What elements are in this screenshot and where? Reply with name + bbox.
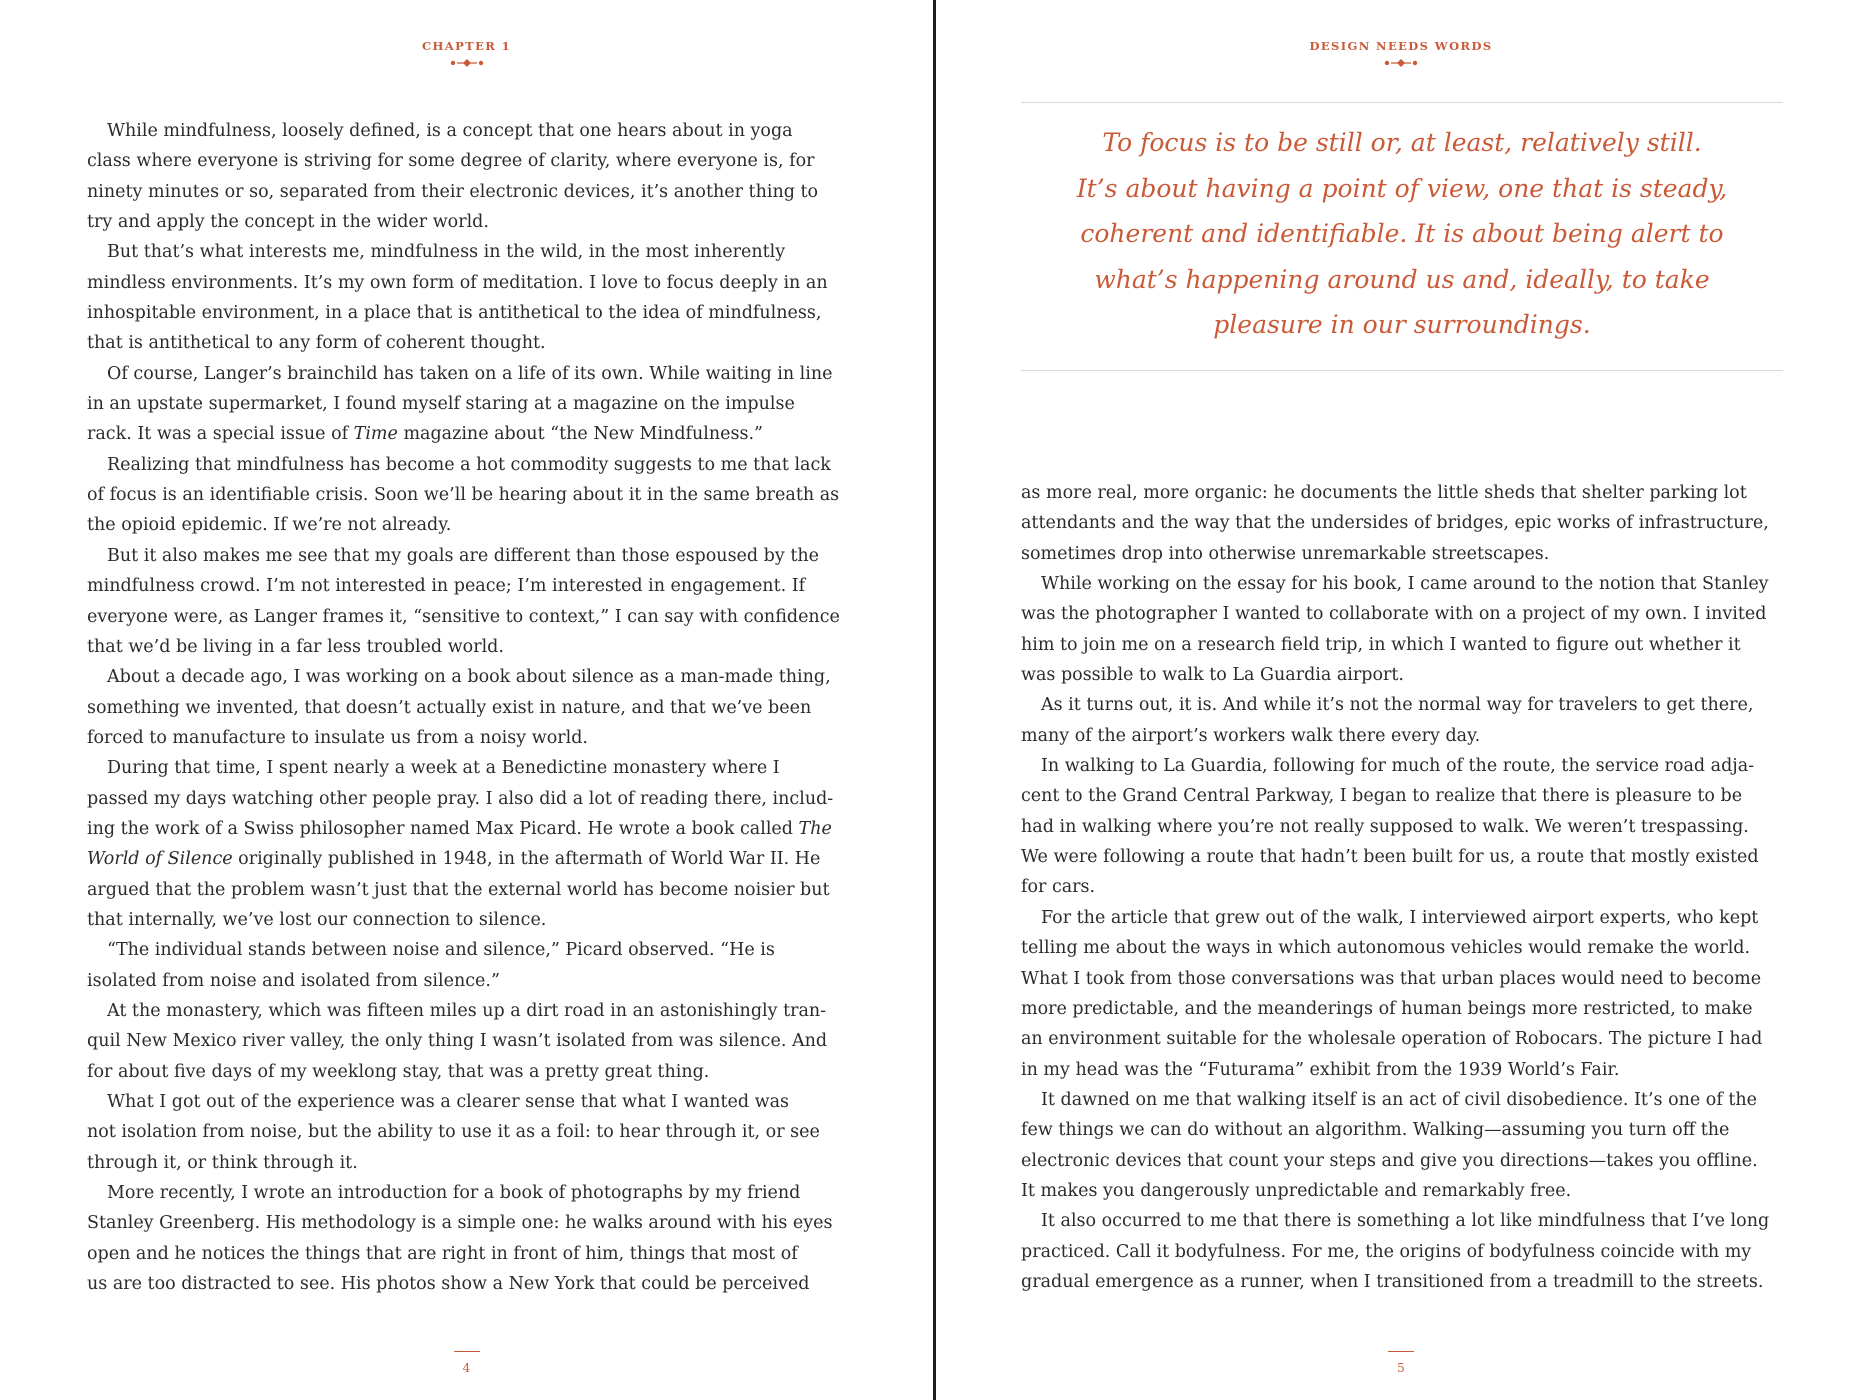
text-line: an environment suitable for the wholesale operation of Robocars. The picture I had [1021, 1029, 1763, 1050]
text-line: About a decade ago, I was working on a book about silence as a man-made thing, [107, 667, 831, 688]
text-line: many of the airport’s workers walk there every day. [1021, 725, 1481, 746]
page-number-label: 4 [462, 1361, 471, 1375]
pull-quote-line: pleasure in our surroundings. [1213, 310, 1591, 339]
text-line: that we’d be living in a far less troubled world. [87, 636, 504, 657]
text-line: something we invented, that doesn’t actually exist in nature, and that we’ve been [87, 697, 812, 718]
text-line: rack. It was a special issue of Time magazine about “the New Mindfulness.” [87, 424, 763, 445]
page-number-label: 5 [1397, 1361, 1405, 1375]
text-line: What I got out of the experience was a clearer sense that what I wanted was [107, 1092, 790, 1112]
text-line: passed my days watching other people pray. I also did a lot of reading there, includ- [87, 788, 834, 809]
text-line: that internally, we’ve lost our connection to silence. [87, 909, 547, 930]
paragraph [1021, 1085, 1783, 1206]
text-line: It dawned on me that walking itself is an act of civil disobedience. It’s one of the [1041, 1089, 1758, 1110]
folio-rule [1388, 1351, 1414, 1352]
paragraph [1021, 569, 1783, 690]
pull-quote [1021, 102, 1783, 371]
text-line: mindless environments. It’s my own form of meditation. I love to focus deeply in an [87, 272, 828, 293]
text-line: that is antithetical to any form of coherent thought. [87, 333, 546, 354]
running-head: DESIGN NEEDS WORDS [1309, 39, 1493, 53]
text-line: quil New Mexico river valley, the only thing I wasn’t isolated from was silence. And [87, 1031, 828, 1052]
paragraph [1021, 690, 1783, 751]
text-line: was possible to walk to La Guardia airport. [1021, 665, 1404, 686]
pull-quote-line: coherent and identifiable. It is about being alert to [1080, 219, 1724, 248]
text-line: not isolation from noise, but the ability to use it as a foil: to hear through it, or see [87, 1122, 820, 1143]
paragraph [87, 450, 847, 541]
text-line: While working on the essay for his book, I came around to the notion that Stanley [1041, 574, 1769, 595]
text-line: for about five days of my weeklong stay, that was a pretty great thing. [87, 1061, 710, 1082]
text-line: gradual emergence as a runner, when I transitioned from a treadmill to the streets. [1021, 1271, 1764, 1292]
text-line: in my head was the “Futurama” exhibit from the 1939 World’s Fair. [1021, 1059, 1620, 1080]
text-line: open and he notices the things that are right in front of him, things that most of [87, 1243, 798, 1264]
text-line: more predictable, and the meanderings of human beings more restricted, to make [1021, 998, 1753, 1019]
text-line: as more real, more organic: he documents the little sheds that shelter parking lot [1021, 483, 1747, 503]
text-line: class where everyone is striving for some degree of clarity, where everyone is, for [87, 151, 815, 172]
text-line: ninety minutes or so, separated from their electronic devices, it’s another thing to [87, 181, 819, 202]
pull-quote-line: To focus is to be still or, at least, relatively still. [1102, 128, 1702, 157]
text-line: During that time, I spent nearly a week at a Benedictine monastery where I [107, 758, 780, 779]
paragraph [87, 237, 847, 358]
text-line: But that’s what interests me, mindfulness in the wild, in the most inherently [107, 242, 786, 263]
text-line: was the photographer I wanted to collaborate with on a project of my own. I invited [1021, 604, 1767, 625]
text-line: of focus is an identifiable crisis. Soon we’ll be hearing about it in the same breath as [87, 485, 840, 506]
italic-title: The [798, 818, 832, 839]
running-head: CHAPTER 1 [421, 39, 512, 53]
paragraph [87, 1087, 847, 1178]
ornament-icon [0, 58, 933, 70]
italic-title: World of Silence [87, 849, 233, 870]
pull-quote-line: It’s about having a point of view, one that is steady, [1076, 173, 1728, 203]
text-line: Realizing that mindfulness has become a hot commodity suggests to me that lack [107, 454, 831, 475]
text-line: In walking to La Guardia, following for much of the route, the service road adja- [1041, 756, 1755, 777]
text-line: us are too distracted to see. His photos show a New York that could be perceived [87, 1274, 810, 1295]
paragraph [87, 116, 847, 237]
text-line: What I took from those conversations was that urban places would need to become [1021, 968, 1762, 989]
paragraph [1021, 478, 1783, 569]
text-line: him to join me on a research field trip, in which I wanted to figure out whether it [1021, 634, 1741, 655]
text-line: the opioid epidemic. If we’re not already. [87, 515, 452, 536]
body-text [87, 116, 847, 1299]
page-number [0, 1351, 933, 1376]
italic-title: Time [353, 424, 398, 445]
folio-rule [454, 1351, 480, 1352]
text-line: electronic devices that count your steps and give you directions—takes you offline. [1021, 1150, 1758, 1171]
text-line: As it turns out, it is. And while it’s not the normal way for travelers to get there, [1041, 695, 1754, 716]
text-line: had in walking where you’re not really supposed to walk. We weren’t trespassing. [1021, 816, 1749, 837]
text-line: mindfulness crowd. I’m not interested in peace; I’m interested in engagement. If [87, 576, 806, 597]
pull-quote-line: what’s happening around us and, ideally, to take [1094, 264, 1710, 294]
text-line: forced to manufacture to insulate us from a noisy world. [87, 727, 588, 748]
paragraph [87, 359, 847, 450]
ornament-icon [936, 58, 1866, 70]
text-line: It makes you dangerously unpredictable and remarkably free. [1021, 1180, 1572, 1201]
paragraph [1021, 1206, 1783, 1297]
right-page [936, 0, 1866, 1400]
text-line: few things we can do without an algorithm. Walking—assuming you turn off the [1021, 1120, 1730, 1141]
paragraph [1021, 903, 1783, 1085]
text-line: “The individual stands between noise and silence,” Picard observed. “He is [107, 940, 775, 961]
text-line: for cars. [1021, 877, 1096, 898]
paragraph [87, 753, 847, 935]
text-line: While mindfulness, loosely defined, is a concept that one hears about in yoga [107, 121, 793, 141]
text-line: cent to the Grand Central Parkway, I began to realize that there is pleasure to be [1021, 786, 1743, 807]
text-line: sometimes drop into otherwise unremarkable streetscapes. [1021, 543, 1550, 564]
text-line: Of course, Langer’s brainchild has taken on a life of its own. While waiting in line [107, 363, 833, 384]
paragraph [87, 996, 847, 1087]
text-line: World of Silence originally published in 1948, in the aftermath of World War II. He [87, 849, 821, 870]
text-line: Stanley Greenberg. His methodology is a simple one: he walks around with his eyes [87, 1213, 833, 1234]
text-line: More recently, I wrote an introduction for a book of photographs by my friend [107, 1183, 801, 1204]
text-line: It also occurred to me that there is something a lot like mindfulness that I’ve long [1041, 1211, 1770, 1232]
text-line: argued that the problem wasn’t just that the external world has become noisier but [87, 879, 830, 900]
text-line: isolated from noise and isolated from silence.” [87, 970, 500, 991]
text-line: telling me about the ways in which autonomous vehicles would remake the world. [1021, 938, 1751, 959]
text-line: At the monastery, which was fifteen miles up a dirt road in an astonishingly tran- [107, 1000, 827, 1021]
paragraph [87, 1178, 847, 1299]
text-line: through it, or think through it. [87, 1152, 358, 1173]
paragraph [87, 541, 847, 662]
text-line: attendants and the way that the undersides of bridges, epic works of infrastructure, [1021, 513, 1769, 534]
text-line: practiced. Call it bodyfulness. For me, the origins of bodyfulness coincide with my [1021, 1241, 1752, 1262]
text-line: We were following a route that hadn’t been built for us, a route that mostly existed [1021, 847, 1759, 868]
text-line: everyone were, as Langer frames it, “sensitive to context,” I can say with confidence [87, 606, 840, 627]
text-line: inhospitable environment, in a place that is antithetical to the idea of mindfulness, [87, 303, 822, 324]
paragraph [87, 662, 847, 753]
text-line: try and apply the concept in the wider world. [87, 212, 489, 233]
paragraph [1021, 751, 1783, 903]
body-text [1021, 478, 1783, 1297]
page-number [936, 1351, 1866, 1376]
text-line: ing the work of a Swiss philosopher named Max Picard. He wrote a book called The [87, 818, 832, 839]
text-line: in an upstate supermarket, I found myself staring at a magazine on the impulse [87, 394, 795, 415]
text-line: For the article that grew out of the walk, I interviewed airport experts, who kept [1041, 907, 1759, 928]
paragraph [87, 935, 847, 996]
text-line: But it also makes me see that my goals are different than those espoused by the [107, 545, 819, 566]
